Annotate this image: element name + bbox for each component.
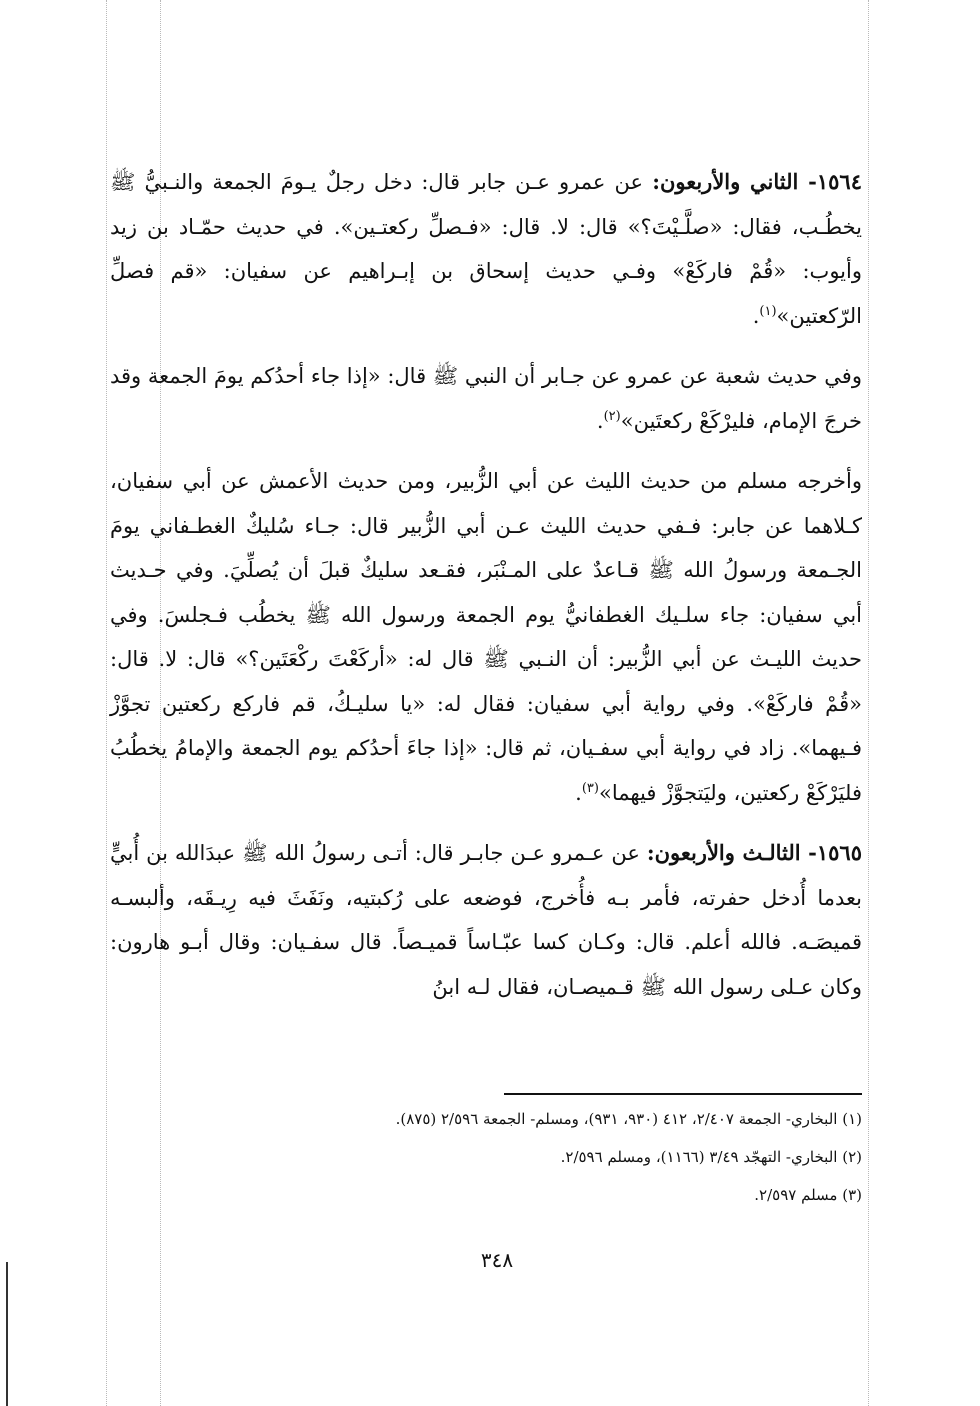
footnote-ref: (١) — [759, 303, 777, 319]
entry-1565 — [110, 831, 862, 1009]
page-number: ٣٤٨ — [480, 1248, 514, 1272]
entry-heading: ١٥٦٥- الثالـث والأربعون: — [646, 840, 862, 865]
paragraph-shuba-hadith — [110, 354, 862, 443]
footnotes — [300, 1100, 862, 1214]
footnote-divider — [504, 1093, 862, 1095]
footnote-ref: (٣) — [581, 780, 599, 796]
footnote-1: (١) البخاري- الجمعة ٢/٤٠٧، ٤١٢ (٩٣٠، ٩٣١)، ومسلم- الجمعة ٢/٥٩٦ (٨٧٥). — [395, 1110, 862, 1128]
sentence-end: . — [596, 408, 604, 433]
footnote-ref: (٢) — [603, 408, 621, 424]
paragraph-text: وأخرجه مسلم من حديث الليث عن أبي الزُّبير، ومن حديث الأعمش عن أبي سفيان، كـلاهما عن جابر: فـفي حديث الليث عـن أبي الزُّبير قال: جـاء سُليكٌ الغطـفاني يومَ الجـمعة ورسولُ الله ﷺ قـاعدٌ على المـنْبَر، فقـعد سليكٌ قبلَ أن يُصلِّيَ. وفي حـديث أبي سفيان: جاء سلـيك الغطفانيُّ يوم الجمعة ورسول الله ﷺ يخطُب فـجلسَ. وفي حديث الليـث عن أبي الزُّبير: أن النـبي ﷺ قال له: «أركَعْتَ ركْعَتَين؟» قال: لا. قال: «قُمْ فاركَعْ». وفي رواية أبي سفيان: فقال له: «يا سليـكُ، قم فاركع ركعتين تجوَّزْ فـيهما». زاد في رواية أبي سفـيان، ثم قال: «إذا جاءَ أحدُكم يوم الجمعة والإمامُ يخطُبُ فليَرْكَعْ ركعتين، وليَتجوَّزْ فيهما» — [110, 469, 862, 805]
entry-1564 — [110, 160, 862, 338]
footnote-3: (٣) مسلم ٢/٥٩٧. — [754, 1186, 862, 1204]
entry-text: عن عـمرو عـن جابـر قال: أتـى رسولُ الله ﷺ عبدَالله بن أُبيٍّ بعدما أُدخل حفرته، فأمر بـه فأُخرج، فوضعه على رُكبتيه، ونَفَثَ فيه رِيـقَه، وألبسـه قميصَـه. فالله أعلم. قال: وكـان كسا عبّـاساً قميـصاً. قال سفـيان: وقال أبـو هارون: وكان عـلى رسول الله ﷺ قـميصـان، فقال لـه ابنُ — [110, 841, 862, 999]
paragraph-text: وفي حديث شعبة عن عمرو عن جـابر أن النبي ﷺ قال: «إذا جاء أحدُكم يومَ الجمعة وقد خرجَ الإمام، فليرْكَعْ ركعتَين» — [110, 364, 862, 433]
scan-artifact-line — [106, 0, 107, 1406]
paragraph-muslim-report — [110, 459, 862, 815]
scan-artifact-line — [868, 0, 869, 1406]
entry-text: عن عمرو عـن جابر قال: دخل رجلٌ يـومَ الجمعة والنـبيُّ ﷺ يخطُـب، فقال: «صلَّـيْتَ؟» قال: لا. قال: «فـصلِّ ركعتـين». في حديث حمّـاد بن زيد وأيوب: «قُمْ فاركَعْ» وفـي حديث إسحاق بن إبـراهيم عن سفيان: «قم فصلِّ الرّكعتين» — [110, 170, 862, 328]
footnote-2: (٢) البخاري- التهجّد ٣/٤٩ (١١٦٦)، ومسلم ٢/٥٩٦. — [560, 1148, 862, 1166]
scan-artifact-edge — [6, 1262, 8, 1406]
entry-heading: ١٥٦٤- الثاني والأربعون: — [652, 169, 862, 194]
page-body — [110, 160, 862, 1009]
sentence-end: . — [575, 780, 582, 805]
sentence-end: . — [752, 303, 760, 328]
